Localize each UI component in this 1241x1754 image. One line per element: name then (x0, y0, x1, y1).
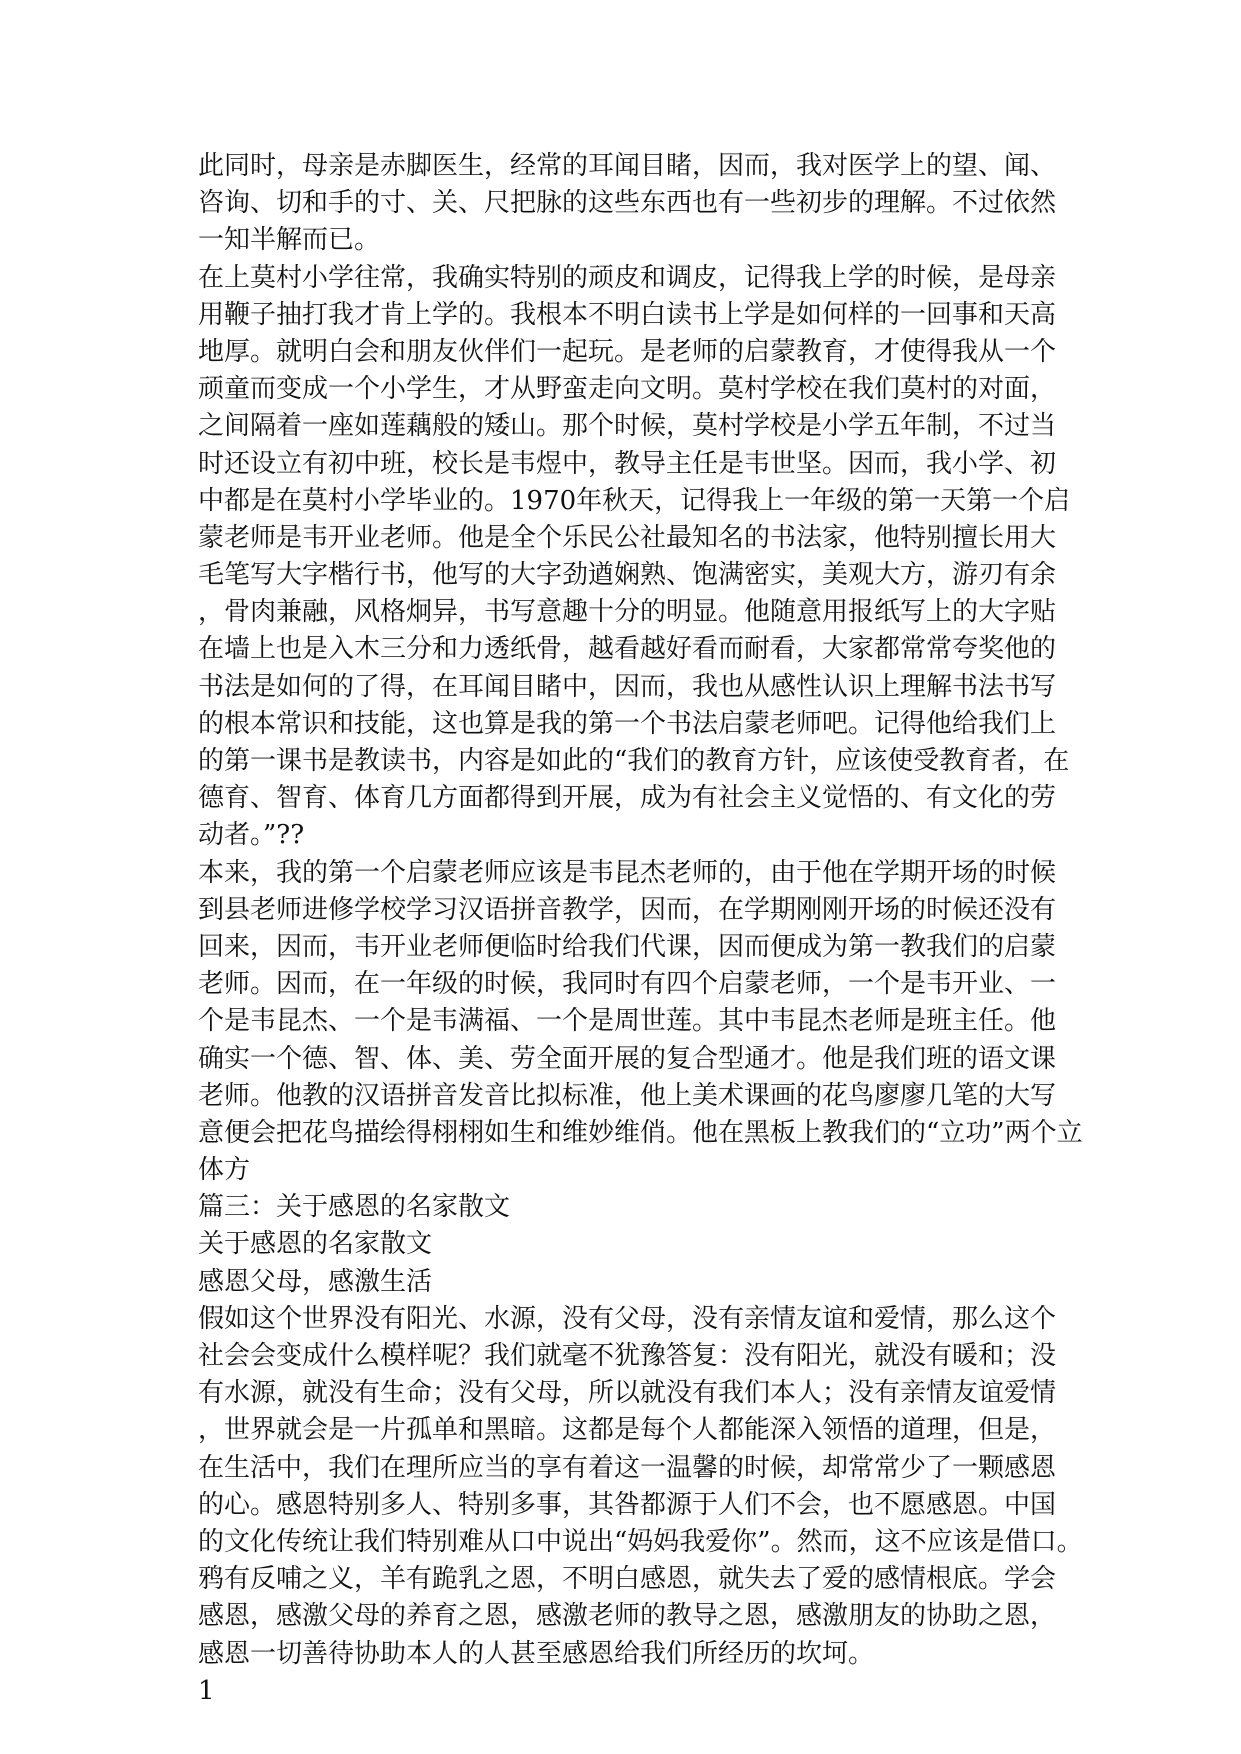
text-line: 意便会把花鸟描绘得栩栩如生和维妙维俏。他在黑板上教我们的“立功”两个立 (198, 1117, 1083, 1148)
text-line: 蒙老师是韦开业老师。他是全个乐民公社最知名的书法家，他特别擅长用大 (198, 522, 1057, 553)
text-line: 时还设立有初中班，校长是韦煜中，教导主任是韦世坚。因而，我小学、初 (198, 448, 1057, 479)
text-line: 假如这个世界没有阳光、水源，没有父母，没有亲情友谊和爱情，那么这个 (198, 1303, 1057, 1334)
text-line: 感恩一切善待协助本人的人甚至感恩给我们所经历的坎坷。 (198, 1638, 875, 1669)
document-body (198, 148, 1083, 1710)
text-line: 鸦有反哺之义，羊有跪乳之恩，不明白感恩，就失去了爱的感情根底。学会 (198, 1564, 1057, 1595)
article-subtitle: 感恩父母，感激生活 (198, 1266, 433, 1297)
text-line: 在上莫村小学往常，我确实特别的顽皮和调皮，记得我上学的时候，是母亲 (198, 262, 1057, 293)
text-line: 书法是如何的了得，在耳闻目睹中，因而，我也从感性认识上理解书法书写 (198, 671, 1057, 702)
text-line: 用鞭子抽打我才肯上学的。我根本不明白读书上学是如何样的一回事和天高 (198, 299, 1057, 330)
text-line: 体方 (198, 1155, 251, 1186)
text-line: 咨询、切和手的寸、关、尺把脉的这些东西也有一些初步的理解。不过依然 (198, 188, 1057, 219)
text-line: 毛笔写大字楷行书，他写的大字劲遒娴熟、饱满密实，美观大方，游刃有余 (198, 560, 1057, 591)
text-line: 中都是在莫村小学毕业的。1970年秋天，记得我上一年级的第一天第一个启 (198, 485, 1071, 516)
text-line: 一知半解而已。 (198, 225, 381, 256)
text-line: 的第一课书是教读书，内容是如此的“我们的教育方针，应该使受教育者，在 (198, 746, 1070, 776)
text-line: 之间隔着一座如莲藕般的矮山。那个时候，莫村学校是小学五年制，不过当 (198, 411, 1057, 442)
text-line: 此同时，母亲是赤脚医生，经常的耳闻目睹，因而，我对医学上的望、闻、 (198, 151, 1057, 181)
text-line: 回来，因而，韦开业老师便临时给我们代课，因而便成为第一教我们的启蒙 (198, 931, 1057, 962)
text-line: 社会会变成什么模样呢？我们就毫不犹豫答复：没有阳光，就没有暖和；没 (198, 1341, 1057, 1371)
text-line: 个是韦昆杰、一个是韦满福、一个是周世莲。其中韦昆杰老师是班主任。他 (198, 1006, 1057, 1037)
text-line: 本来，我的第一个启蒙老师应该是韦昆杰老师的，由于他在学期开场的时候 (198, 857, 1057, 888)
page-number: 1 (198, 1675, 215, 1706)
text-line: 到县老师进修学校学习汉语拼音教学，因而，在学期刚刚开场的时候还没有 (198, 894, 1057, 925)
text-line: 在生活中，我们在理所应当的享有着这一温馨的时候，却常常少了一颗感恩 (198, 1452, 1057, 1483)
text-line: 德育、智育、体育几方面都得到开展，成为有社会主义觉悟的、有文化的劳 (198, 783, 1057, 814)
text-line: 的心。感恩特别多人、特别多事，其咎都源于人们不会，也不愿感恩。中国 (198, 1489, 1057, 1520)
text-line: 动者。”?? (198, 820, 305, 851)
text-line: 的文化传统让我们特别难从口中说出“妈妈我爱你”。然而，这不应该是借口。 (198, 1526, 1083, 1557)
text-line: 在墙上也是入木三分和力透纸骨，越看越好看而耐看，大家都常常夸奖他的 (198, 634, 1057, 665)
text-line: 确实一个德、智、体、美、劳全面开展的复合型通才。他是我们班的语文课 (198, 1043, 1057, 1074)
text-line: ，骨肉兼融，风格炯异，书写意趣十分的明显。他随意用报纸写上的大字贴 (198, 597, 1057, 628)
text-line: 地厚。就明白会和朋友伙伴们一起玩。是老师的启蒙教育，才使得我从一个 (198, 336, 1057, 367)
text-line: 的根本常识和技能，这也算是我的第一个书法启蒙老师吧。记得他给我们上 (198, 708, 1057, 739)
text-line: 有水源，就没有生命；没有父母，所以就没有我们本人；没有亲情友谊爱情 (198, 1378, 1057, 1409)
article-title: 关于感恩的名家散文 (198, 1229, 433, 1260)
text-line: 感恩，感激父母的养育之恩，感激老师的教导之恩，感激朋友的协助之恩， (198, 1601, 1057, 1632)
text-line: 老师。因而，在一年级的时候，我同时有四个启蒙老师，一个是韦开业、一 (198, 969, 1057, 1000)
text-line: ，世界就会是一片孤单和黑暗。这都是每个人都能深入领悟的道理，但是， (198, 1415, 1057, 1446)
section-heading: 篇三：关于感恩的名家散文 (198, 1192, 511, 1223)
text-line: 顽童而变成一个小学生，才从野蛮走向文明。莫村学校在我们莫村的对面， (198, 374, 1057, 405)
text-line: 老师。他教的汉语拼音发音比拟标准，他上美术课画的花鸟廖廖几笔的大写 (198, 1080, 1057, 1111)
